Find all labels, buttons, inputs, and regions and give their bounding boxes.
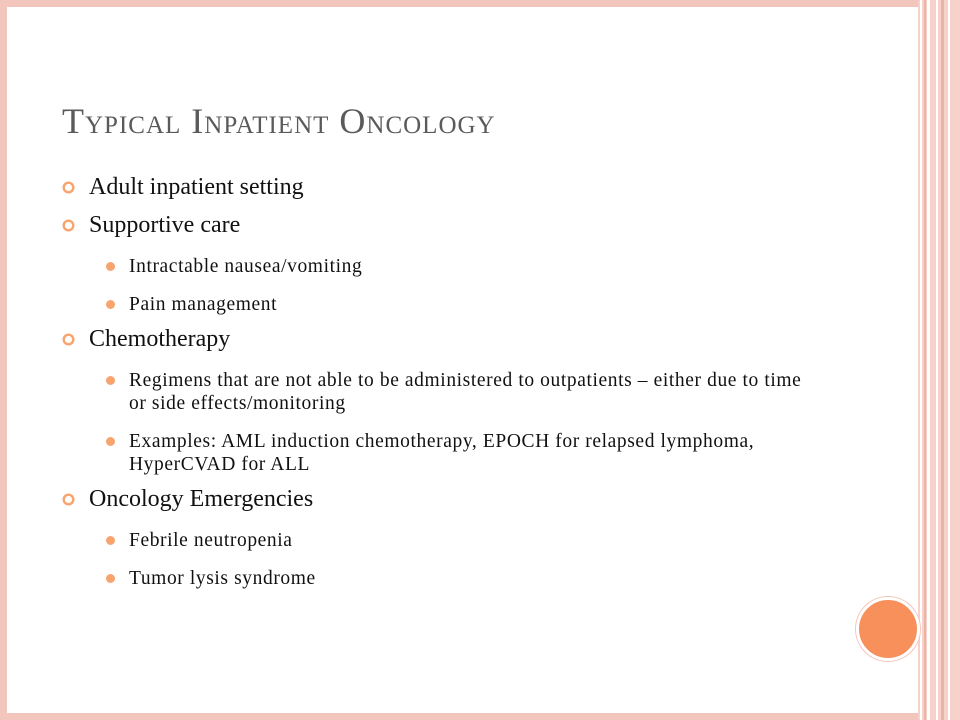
sub-bullet-text: Regimens that are not able to be administered to outpatients – either due to time or side effects/monitoring [129,370,802,414]
bullet-list [62,172,802,590]
bullet-item [62,324,802,354]
sub-bullet-item [62,529,802,552]
sub-bullet-text: Pain management [129,294,278,315]
bullet-text: Chemotherapy [89,326,231,352]
bullet-text: Supportive care [89,212,241,238]
frame-left [0,0,7,720]
frame-bottom [0,713,960,720]
frame-stripe [941,0,944,720]
sub-bullet-item [62,255,802,278]
frame-top [0,0,960,7]
sub-bullet-text: Tumor lysis syndrome [129,568,316,589]
ring-bullet-icon [62,181,75,194]
dot-bullet-icon [106,376,115,385]
dot-bullet-icon [106,262,115,271]
slide-title: Typical Inpatient Oncology [62,101,496,141]
sub-bullet-item [62,430,802,476]
decorative-circle [856,597,920,661]
bullet-text: Adult inpatient setting [89,174,304,200]
dot-bullet-icon [106,536,115,545]
dot-bullet-icon [106,574,115,583]
frame-stripe [948,0,950,720]
slide-content [62,172,802,590]
ring-bullet-icon [62,493,75,506]
bullet-item [62,484,802,514]
frame-stripe [927,0,930,720]
ring-bullet-icon [62,333,75,346]
sub-bullet-item [62,369,802,415]
dot-bullet-icon [106,300,115,309]
sub-bullet-item [62,293,802,316]
dot-bullet-icon [106,437,115,446]
ring-bullet-icon [62,219,75,232]
frame-stripe [920,0,922,720]
bullet-item [62,172,802,202]
frame-stripe [936,0,938,720]
bullet-item [62,210,802,240]
sub-bullet-text: Examples: AML induction chemotherapy, EPOCH for relapsed lymphoma, HyperCVAD for ALL [129,431,755,475]
sub-bullet-text: Intractable nausea/vomiting [129,256,363,277]
bullet-text: Oncology Emergencies [89,486,314,512]
sub-bullet-item [62,567,802,590]
sub-bullet-text: Febrile neutropenia [129,530,293,551]
frame-stripe [924,0,926,720]
